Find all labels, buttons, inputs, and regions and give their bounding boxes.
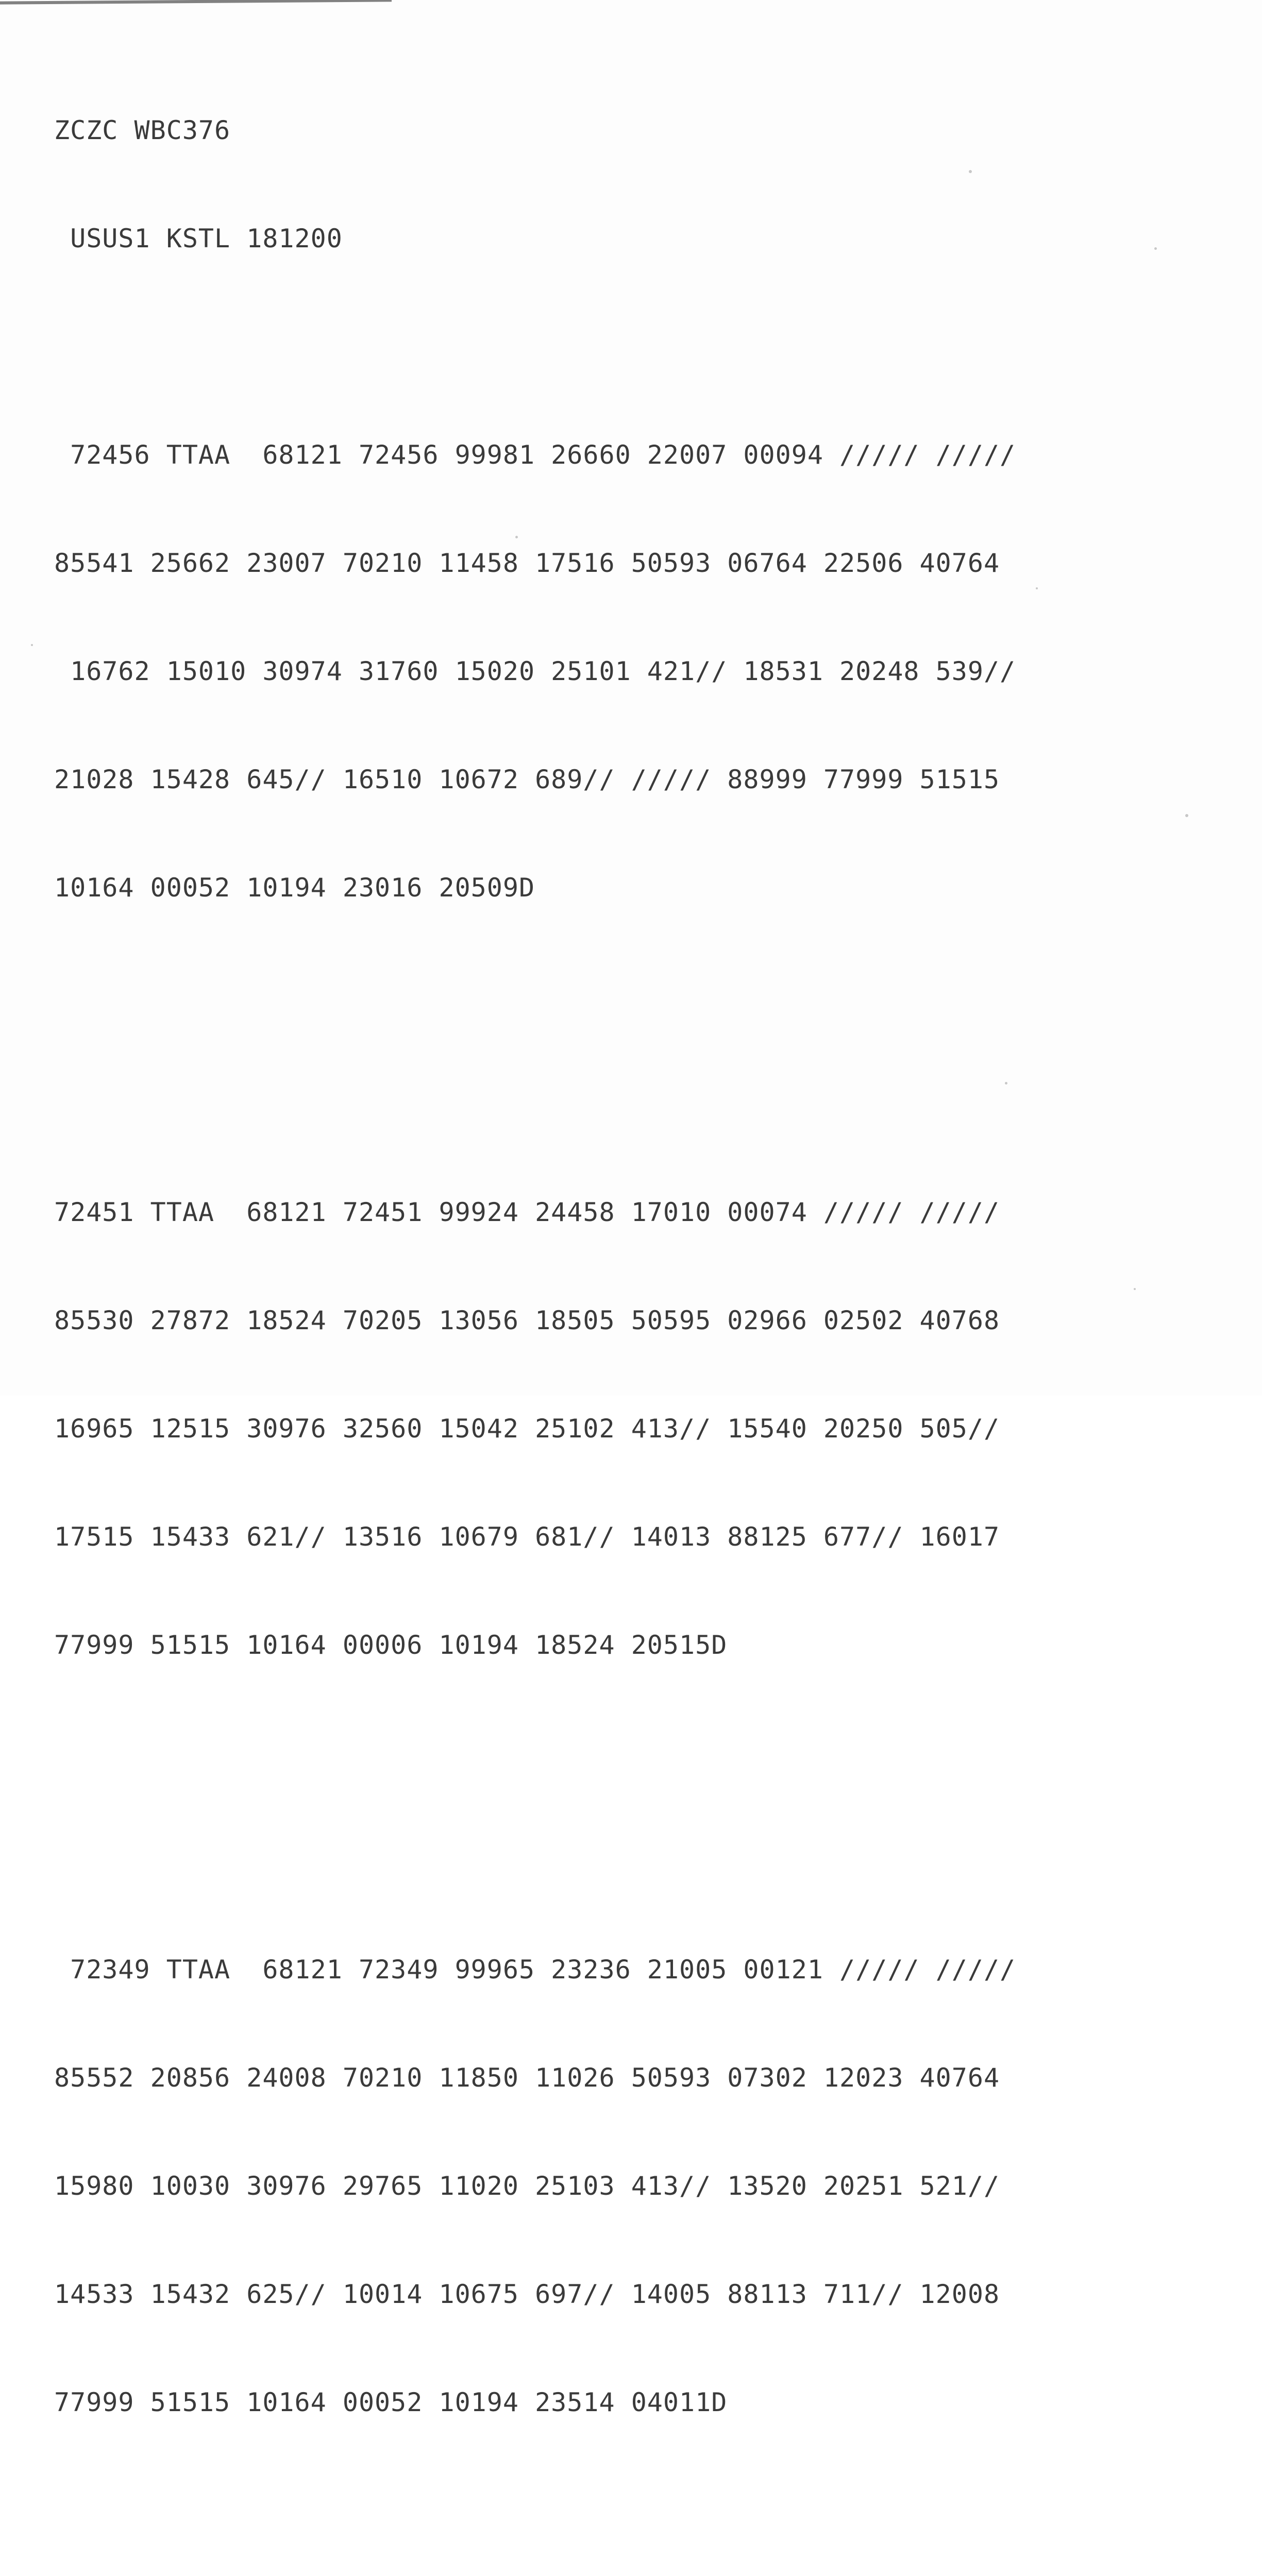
station-report (54, 365, 1016, 978)
bulletin-header-line: ZCZC WBC376 (54, 115, 231, 145)
station-report (54, 1879, 1016, 2493)
print-speckle (1154, 247, 1157, 250)
report-line: 15980 10030 30976 29765 11020 25103 413// 13520 20251 521// (54, 2171, 1000, 2201)
report-line: 16965 12515 30976 32560 15042 25102 413// 15540 20250 505// (54, 1414, 1000, 1444)
print-speckle (1036, 587, 1038, 589)
report-line: 85552 20856 24008 70210 11850 11026 50593 07302 12023 40764 (54, 2063, 1000, 2093)
print-speckle (1005, 1082, 1007, 1084)
report-line: 21028 15428 645// 16510 10672 689// ///// 88999 77999 51515 (54, 765, 1000, 794)
print-speckle (969, 170, 972, 173)
station-report (54, 1122, 1000, 1735)
print-speckle (1134, 1288, 1136, 1290)
report-line: 72349 TTAA 68121 72349 99965 23236 21005 00121 ///// ///// (54, 1955, 1016, 1985)
report-line: 85541 25662 23007 70210 11458 17516 50593 06764 22506 40764 (54, 548, 1000, 578)
torn-paper-edge (0, 0, 392, 5)
report-line: 72451 TTAA 68121 72451 99924 24458 17010 00074 ///// ///// (54, 1197, 1000, 1227)
report-line: 85530 27872 18524 70205 13056 18505 50595 02966 02502 40768 (54, 1306, 1000, 1335)
report-line: 17515 15433 621// 13516 10679 681// 14013 88125 677// 16017 (54, 1522, 1000, 1552)
report-line: 10164 00052 10194 23016 20509D (54, 873, 535, 903)
upper-air-bulletin (54, 40, 1016, 2576)
report-line: 14533 15432 625// 10014 10675 697// 14005 88113 711// 12008 (54, 2279, 1000, 2309)
bulletin-header-line: USUS1 KSTL 181200 (54, 224, 343, 253)
report-line: 72456 TTAA 68121 72456 99981 26660 22007 00094 ///// ///// (54, 440, 1016, 470)
print-speckle (31, 644, 33, 646)
report-line: 77999 51515 10164 00006 10194 18524 20515D (54, 1630, 728, 1660)
report-line: 16762 15010 30974 31760 15020 25101 421// 18531 20248 539// (54, 656, 1016, 686)
print-speckle (1185, 814, 1188, 817)
report-line: 77999 51515 10164 00052 10194 23514 04011D (54, 2387, 728, 2417)
